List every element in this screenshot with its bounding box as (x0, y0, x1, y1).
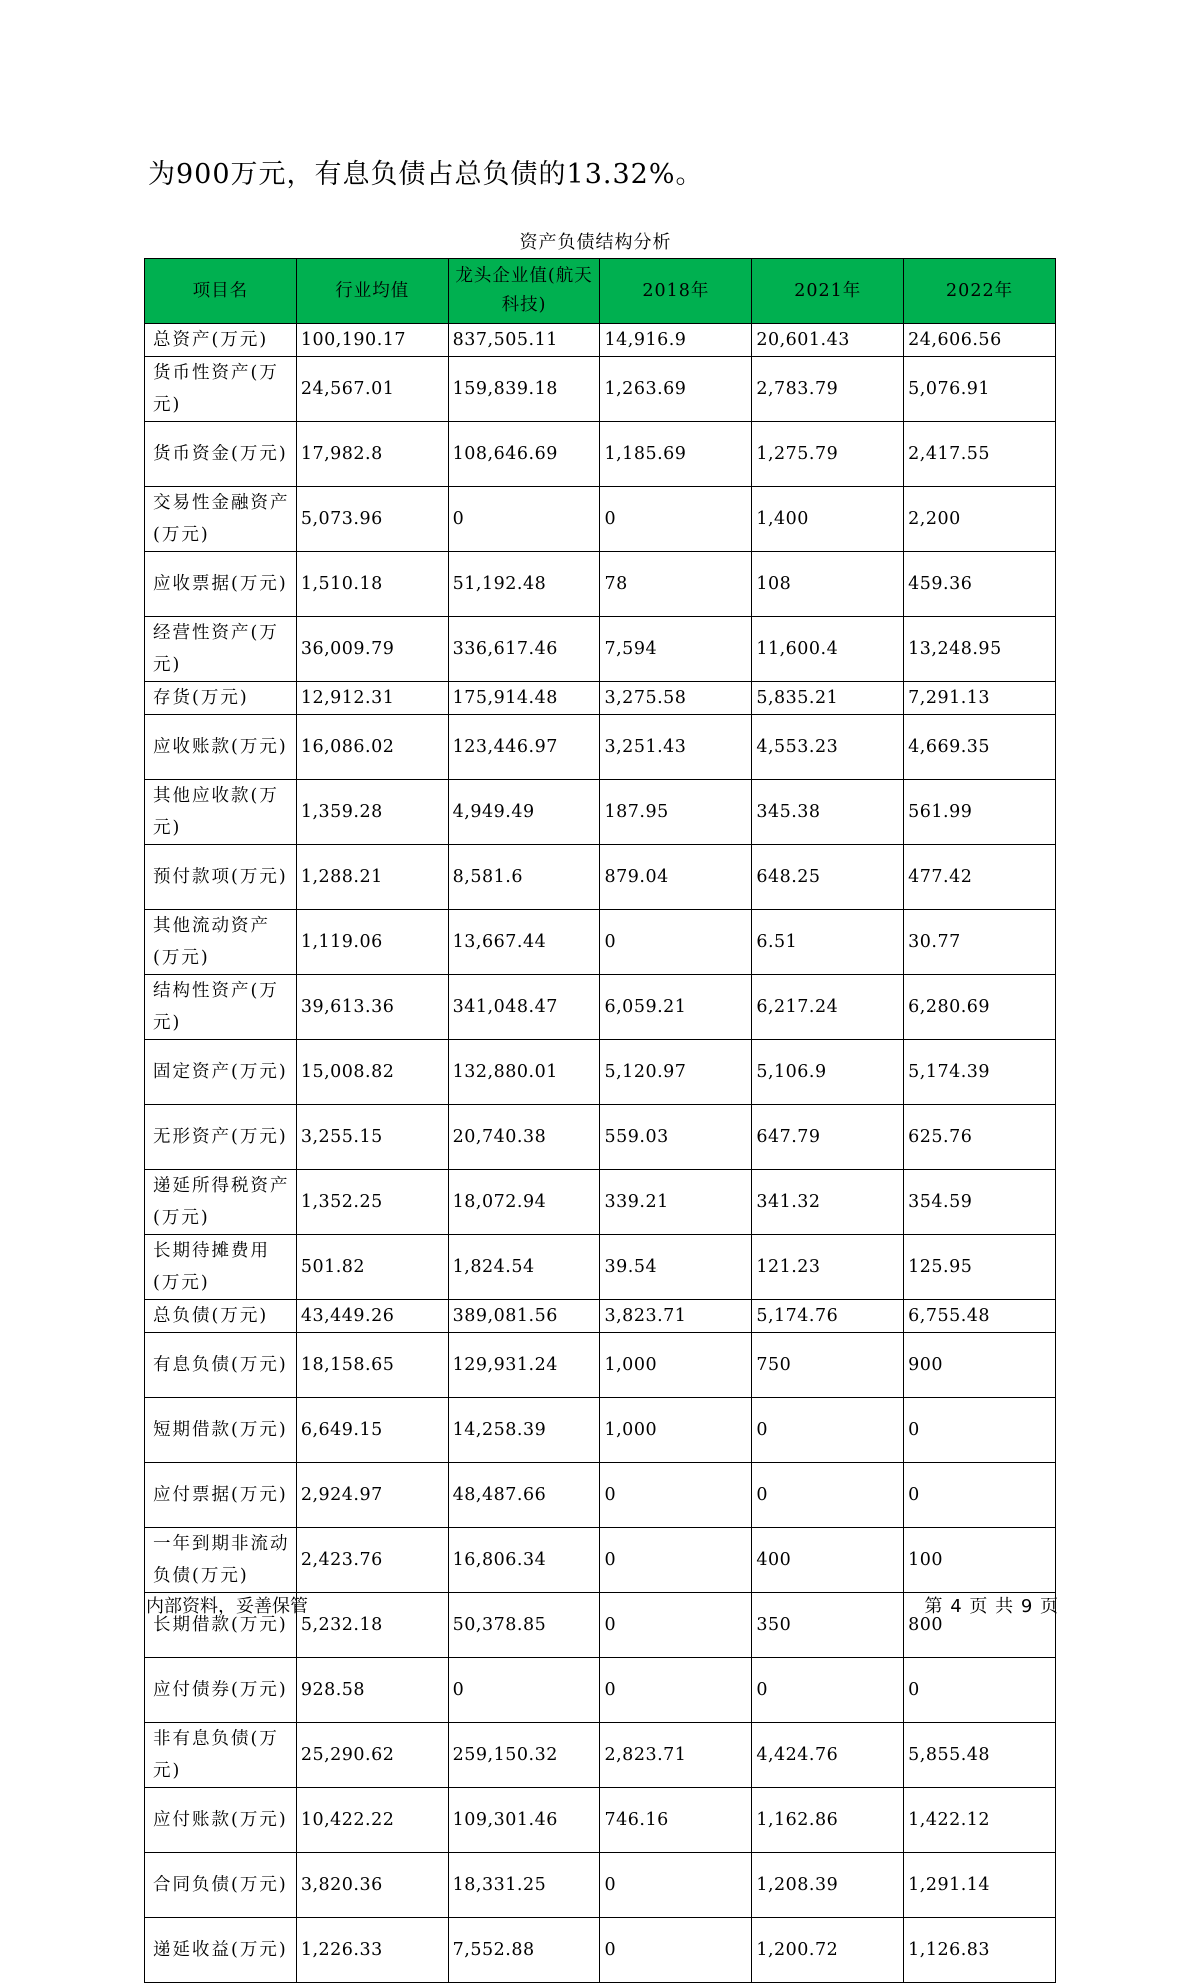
table-cell: 5,076.91 (904, 357, 1056, 422)
row-label: 递延收益(万元) (145, 1918, 297, 1983)
table-cell: 4,669.35 (904, 715, 1056, 780)
table-cell: 11,600.4 (752, 617, 904, 682)
table-cell: 648.25 (752, 845, 904, 910)
table-row (145, 845, 1056, 910)
table-row (145, 1853, 1056, 1918)
table-cell: 2,783.79 (752, 357, 904, 422)
table-cell: 0 (600, 1528, 752, 1593)
table-cell: 7,291.13 (904, 682, 1056, 715)
table-cell: 477.42 (904, 845, 1056, 910)
table-row (145, 1788, 1056, 1853)
row-label: 无形资产(万元) (145, 1105, 297, 1170)
table-cell: 6,217.24 (752, 975, 904, 1040)
table-cell: 7,594 (600, 617, 752, 682)
row-label: 交易性金融资产(万元) (145, 487, 297, 552)
table-cell: 259,150.32 (448, 1723, 600, 1788)
table-cell: 0 (600, 1463, 752, 1528)
intro-paragraph: 为900万元，有息负债占总负债的13.32%。 (148, 159, 704, 190)
table-cell: 879.04 (600, 845, 752, 910)
table-cell: 4,424.76 (752, 1723, 904, 1788)
table-row (145, 1040, 1056, 1105)
table-cell: 14,916.9 (600, 324, 752, 357)
table-row (145, 1463, 1056, 1528)
footer-confidential-note: 内部资料，妥善保管 (146, 1596, 308, 1617)
table-cell: 7,552.88 (448, 1918, 600, 1983)
table-cell: 1,226.33 (296, 1918, 448, 1983)
table-row (145, 780, 1056, 845)
table-cell: 121.23 (752, 1235, 904, 1300)
row-label: 有息负债(万元) (145, 1333, 297, 1398)
table-cell: 43,449.26 (296, 1300, 448, 1333)
table-cell: 1,824.54 (448, 1235, 600, 1300)
table-cell: 36,009.79 (296, 617, 448, 682)
header-2018: 2018年 (600, 259, 752, 324)
table-cell: 1,288.21 (296, 845, 448, 910)
table-cell: 17,982.8 (296, 422, 448, 487)
table-cell: 5,106.9 (752, 1040, 904, 1105)
table-row (145, 1170, 1056, 1235)
table-cell: 175,914.48 (448, 682, 600, 715)
table-cell: 1,422.12 (904, 1788, 1056, 1853)
table-cell: 1,162.86 (752, 1788, 904, 1853)
table-header-row (145, 259, 1056, 324)
table-cell: 12,912.31 (296, 682, 448, 715)
row-label: 应收票据(万元) (145, 552, 297, 617)
table-row (145, 422, 1056, 487)
table-cell: 1,275.79 (752, 422, 904, 487)
table-cell: 24,606.56 (904, 324, 1056, 357)
table-cell: 0 (904, 1398, 1056, 1463)
row-label: 非有息负债(万元) (145, 1723, 297, 1788)
table-cell: 0 (904, 1463, 1056, 1528)
row-label: 经营性资产(万元) (145, 617, 297, 682)
table-row (145, 910, 1056, 975)
table-cell: 1,400 (752, 487, 904, 552)
table-cell: 8,581.6 (448, 845, 600, 910)
table-cell: 100 (904, 1528, 1056, 1593)
table-cell: 25,290.62 (296, 1723, 448, 1788)
table-cell: 1,126.83 (904, 1918, 1056, 1983)
table-cell: 129,931.24 (448, 1333, 600, 1398)
table-cell: 0 (600, 487, 752, 552)
table-cell: 39,613.36 (296, 975, 448, 1040)
table-row (145, 682, 1056, 715)
table-row (145, 975, 1056, 1040)
table-cell: 108 (752, 552, 904, 617)
table-cell: 4,553.23 (752, 715, 904, 780)
table-cell: 6,649.15 (296, 1398, 448, 1463)
table-row (145, 324, 1056, 357)
table-cell: 1,510.18 (296, 552, 448, 617)
header-2021: 2021年 (752, 259, 904, 324)
table-cell: 339.21 (600, 1170, 752, 1235)
table-cell: 5,835.21 (752, 682, 904, 715)
table-cell: 6,755.48 (904, 1300, 1056, 1333)
table-cell: 123,446.97 (448, 715, 600, 780)
table-cell: 3,275.58 (600, 682, 752, 715)
table-cell: 341,048.47 (448, 975, 600, 1040)
table-row (145, 552, 1056, 617)
row-label: 总资产(万元) (145, 324, 297, 357)
table-cell: 14,258.39 (448, 1398, 600, 1463)
table-row (145, 357, 1056, 422)
table-cell: 2,924.97 (296, 1463, 448, 1528)
table-cell: 5,174.76 (752, 1300, 904, 1333)
table-cell: 0 (600, 1853, 752, 1918)
row-label: 存货(万元) (145, 682, 297, 715)
table-cell: 928.58 (296, 1658, 448, 1723)
table-cell: 16,086.02 (296, 715, 448, 780)
table-cell: 350 (752, 1593, 904, 1658)
row-label: 应付债券(万元) (145, 1658, 297, 1723)
table-cell: 16,806.34 (448, 1528, 600, 1593)
row-label: 应付账款(万元) (145, 1788, 297, 1853)
row-label: 应收账款(万元) (145, 715, 297, 780)
row-label: 应付票据(万元) (145, 1463, 297, 1528)
table-cell: 3,823.71 (600, 1300, 752, 1333)
table-cell: 0 (752, 1658, 904, 1723)
table-row (145, 1398, 1056, 1463)
table-row (145, 617, 1056, 682)
table-cell: 4,949.49 (448, 780, 600, 845)
table-row (145, 715, 1056, 780)
table-caption: 资产负债结构分析 (519, 232, 672, 253)
header-industry-avg: 行业均值 (296, 259, 448, 324)
table-cell: 1,185.69 (600, 422, 752, 487)
table-row (145, 1300, 1056, 1333)
row-label: 其他应收款(万元) (145, 780, 297, 845)
balance-sheet-table (144, 258, 1056, 1983)
table-cell: 0 (752, 1398, 904, 1463)
table-cell: 187.95 (600, 780, 752, 845)
row-label: 合同负债(万元) (145, 1853, 297, 1918)
header-item-name: 项目名 (145, 259, 297, 324)
table-cell: 18,331.25 (448, 1853, 600, 1918)
table-cell: 51,192.48 (448, 552, 600, 617)
table-cell: 30.77 (904, 910, 1056, 975)
table-cell: 2,417.55 (904, 422, 1056, 487)
table-cell: 2,823.71 (600, 1723, 752, 1788)
table-cell: 3,820.36 (296, 1853, 448, 1918)
table-cell: 5,855.48 (904, 1723, 1056, 1788)
table-cell: 39.54 (600, 1235, 752, 1300)
footer-page-number: 第 4 页 共 9 页 (924, 1596, 1059, 1617)
table-cell: 0 (752, 1463, 904, 1528)
row-label: 货币性资产(万元) (145, 357, 297, 422)
table-row (145, 1658, 1056, 1723)
table-cell: 1,000 (600, 1398, 752, 1463)
row-label: 一年到期非流动负债(万元) (145, 1528, 297, 1593)
table-cell: 24,567.01 (296, 357, 448, 422)
table-cell: 6.51 (752, 910, 904, 975)
row-label: 预付款项(万元) (145, 845, 297, 910)
table-row (145, 1723, 1056, 1788)
table-cell: 625.76 (904, 1105, 1056, 1170)
table-row (145, 1918, 1056, 1983)
table-cell: 20,740.38 (448, 1105, 600, 1170)
table-cell: 336,617.46 (448, 617, 600, 682)
table-row (145, 1235, 1056, 1300)
table-cell: 100,190.17 (296, 324, 448, 357)
table-cell: 159,839.18 (448, 357, 600, 422)
table-cell: 389,081.56 (448, 1300, 600, 1333)
table-cell: 0 (600, 1658, 752, 1723)
table-cell: 1,119.06 (296, 910, 448, 975)
table-cell: 900 (904, 1333, 1056, 1398)
table-row (145, 1333, 1056, 1398)
table-cell: 13,248.95 (904, 617, 1056, 682)
table-cell: 13,667.44 (448, 910, 600, 975)
table-cell: 20,601.43 (752, 324, 904, 357)
table-cell: 5,174.39 (904, 1040, 1056, 1105)
table-cell: 647.79 (752, 1105, 904, 1170)
table-cell: 345.38 (752, 780, 904, 845)
row-label: 货币资金(万元) (145, 422, 297, 487)
table-cell: 2,423.76 (296, 1528, 448, 1593)
table-cell: 800 (904, 1593, 1056, 1658)
table-cell: 109,301.46 (448, 1788, 600, 1853)
header-2022: 2022年 (904, 259, 1056, 324)
table-cell: 78 (600, 552, 752, 617)
header-leader-value: 龙头企业值(航天科技) (448, 259, 600, 324)
table-cell: 5,120.97 (600, 1040, 752, 1105)
table-cell: 459.36 (904, 552, 1056, 617)
row-label: 短期借款(万元) (145, 1398, 297, 1463)
table-cell: 5,232.18 (296, 1593, 448, 1658)
table-cell: 0 (600, 1593, 752, 1658)
table-cell: 501.82 (296, 1235, 448, 1300)
row-label: 长期借款(万元) (145, 1593, 297, 1658)
row-label: 结构性资产(万元) (145, 975, 297, 1040)
table-row (145, 1105, 1056, 1170)
table-cell: 1,291.14 (904, 1853, 1056, 1918)
table-cell: 559.03 (600, 1105, 752, 1170)
row-label: 总负债(万元) (145, 1300, 297, 1333)
table-cell: 1,200.72 (752, 1918, 904, 1983)
table-cell: 125.95 (904, 1235, 1056, 1300)
table-cell: 10,422.22 (296, 1788, 448, 1853)
table-cell: 6,280.69 (904, 975, 1056, 1040)
table-cell: 400 (752, 1528, 904, 1593)
table-cell: 132,880.01 (448, 1040, 600, 1105)
table-body (145, 324, 1056, 1983)
table-cell: 1,000 (600, 1333, 752, 1398)
row-label: 长期待摊费用(万元) (145, 1235, 297, 1300)
table-cell: 1,352.25 (296, 1170, 448, 1235)
table-cell: 1,263.69 (600, 357, 752, 422)
table-cell: 18,072.94 (448, 1170, 600, 1235)
row-label: 固定资产(万元) (145, 1040, 297, 1105)
table-cell: 5,073.96 (296, 487, 448, 552)
table-cell: 6,059.21 (600, 975, 752, 1040)
table-cell: 746.16 (600, 1788, 752, 1853)
table-cell: 1,359.28 (296, 780, 448, 845)
table-cell: 354.59 (904, 1170, 1056, 1235)
table-cell: 3,255.15 (296, 1105, 448, 1170)
table-cell: 48,487.66 (448, 1463, 600, 1528)
table-cell: 15,008.82 (296, 1040, 448, 1105)
table-cell: 1,208.39 (752, 1853, 904, 1918)
table-cell: 0 (448, 487, 600, 552)
table-cell: 18,158.65 (296, 1333, 448, 1398)
table-cell: 561.99 (904, 780, 1056, 845)
table-cell: 750 (752, 1333, 904, 1398)
table-row (145, 1528, 1056, 1593)
table-row (145, 487, 1056, 552)
table-cell: 0 (448, 1658, 600, 1723)
row-label: 递延所得税资产(万元) (145, 1170, 297, 1235)
table-cell: 50,378.85 (448, 1593, 600, 1658)
table-cell: 0 (600, 1918, 752, 1983)
table-cell: 837,505.11 (448, 324, 600, 357)
table-cell: 0 (600, 910, 752, 975)
table-cell: 0 (904, 1658, 1056, 1723)
table-cell: 3,251.43 (600, 715, 752, 780)
row-label: 其他流动资产(万元) (145, 910, 297, 975)
table-cell: 2,200 (904, 487, 1056, 552)
table-cell: 341.32 (752, 1170, 904, 1235)
table-cell: 108,646.69 (448, 422, 600, 487)
